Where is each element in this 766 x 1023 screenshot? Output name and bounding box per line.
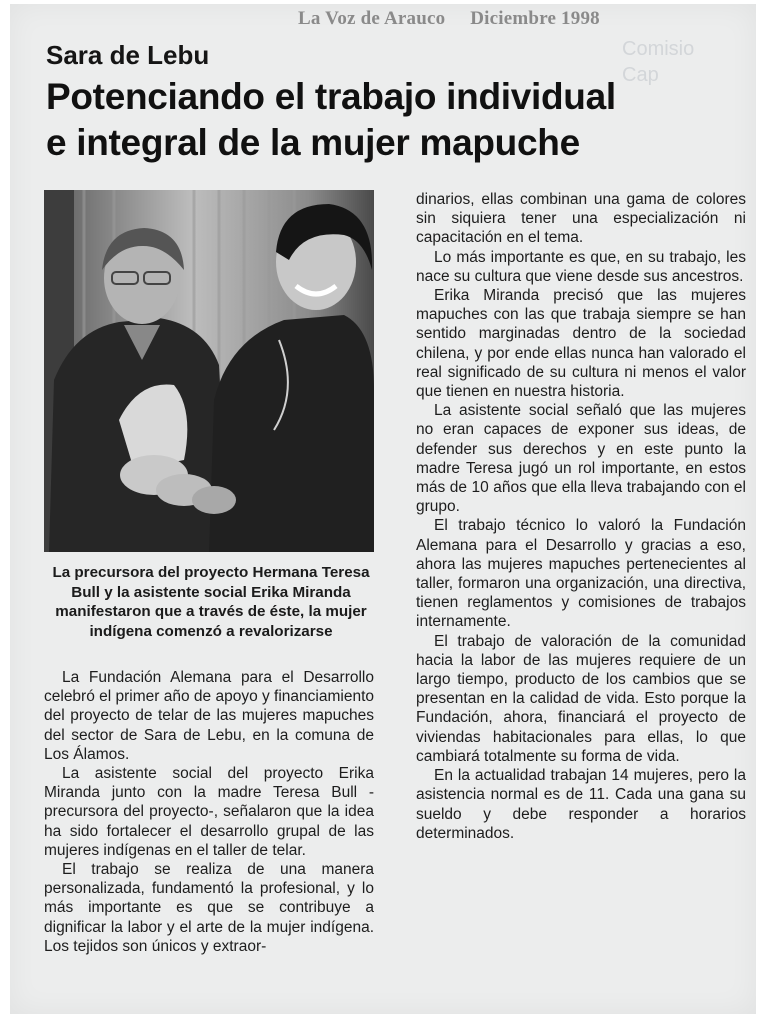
bleed-through-text: Comisio Cap xyxy=(622,38,695,86)
article-column-left xyxy=(44,668,374,956)
paragraph: dinarios, ellas combinan una gama de colores sin siquiera tener una especialización ni capacitación en el tema. xyxy=(416,191,746,247)
paragraph: Lo más importante es que, en su trabajo, les nace su cultura que viene desde sus ancestros. xyxy=(416,248,746,285)
publication-name: La Voz de Arauco xyxy=(298,8,446,29)
paragraph: La asistente social señaló que las mujeres no eran capaces de exponer sus ideas, de defender sus derechos y en este punto la madre Teresa jugó un rol importante, en estos más de 10 años que ella lleva trabajando con el grupo. xyxy=(416,402,746,516)
masthead xyxy=(298,8,600,30)
publication-date: Diciembre 1998 xyxy=(470,8,600,29)
article-kicker: Sara de Lebu xyxy=(46,40,210,70)
article-column-right xyxy=(416,190,746,843)
headline-line-1: Potenciando el trabajo individual xyxy=(46,76,616,117)
paragraph: El trabajo técnico lo valoró la Fundación Alemana para el Desarrollo y gracias a eso, ahora las mujeres mapuches pertenecientes al taller, formaron una organización, una directiva, tienen reglamentos y comisiones de trabajos internamente. xyxy=(416,517,746,631)
paragraph: El trabajo se realiza de una manera personalizada, fundamentó la profesional, y lo más importante es que se contribuye a dignificar la labor y el arte de la mujer indígena. Los tejidos son únicos y extraor- xyxy=(44,861,374,955)
paragraph: La Fundación Alemana para el Desarrollo celebró el primer año de apoyo y financiamiento del proyecto de telar de las mujeres mapuches del sector de Sara de Lebu, en la comuna de Los Álamos. xyxy=(44,669,374,763)
headline-line-2: e integral de la mujer mapuche xyxy=(46,122,580,163)
paragraph: En la actualidad trabajan 14 mujeres, pero la asistencia normal es de 11. Cada una gana su sueldo y debe responder a horarios determinados. xyxy=(416,767,746,842)
paragraph: El trabajo de valoración de la comunidad hacia la labor de las mujeres requiere de un largo tiempo, producto de los cambios que se presentan en la calidad de vida. Esto porque la Fundación, ahora, financiará el proyecto de viviendas habitacionales para ellas, lo que cambiará totalmente su forma de vida. xyxy=(416,632,746,765)
article-photo xyxy=(44,190,374,552)
photo-two-women-icon xyxy=(44,190,374,552)
photo-caption: La precursora del proyecto Hermana Teresa Bull y la asistente social Erika Miranda manifestaron que a través de éste, la mujer indígena comenzó a revalorizarse xyxy=(52,564,370,640)
article-headline xyxy=(46,74,696,166)
paragraph: Erika Miranda precisó que las mujeres mapuches con las que trabaja siempre se han sentido marginadas dentro de la sociedad chilena, y por ende ellas nunca han valorado el real significado de su cultura ni menos el valor que tienen en nuestra historia. xyxy=(416,287,746,401)
paragraph: La asistente social del proyecto Erika Miranda junto con la madre Teresa Bull -precursora del proyecto-, señalaron que la idea ha sido fortalecer el desarrollo grupal de las mujeres indígenas en el taller de telar. xyxy=(44,765,374,859)
